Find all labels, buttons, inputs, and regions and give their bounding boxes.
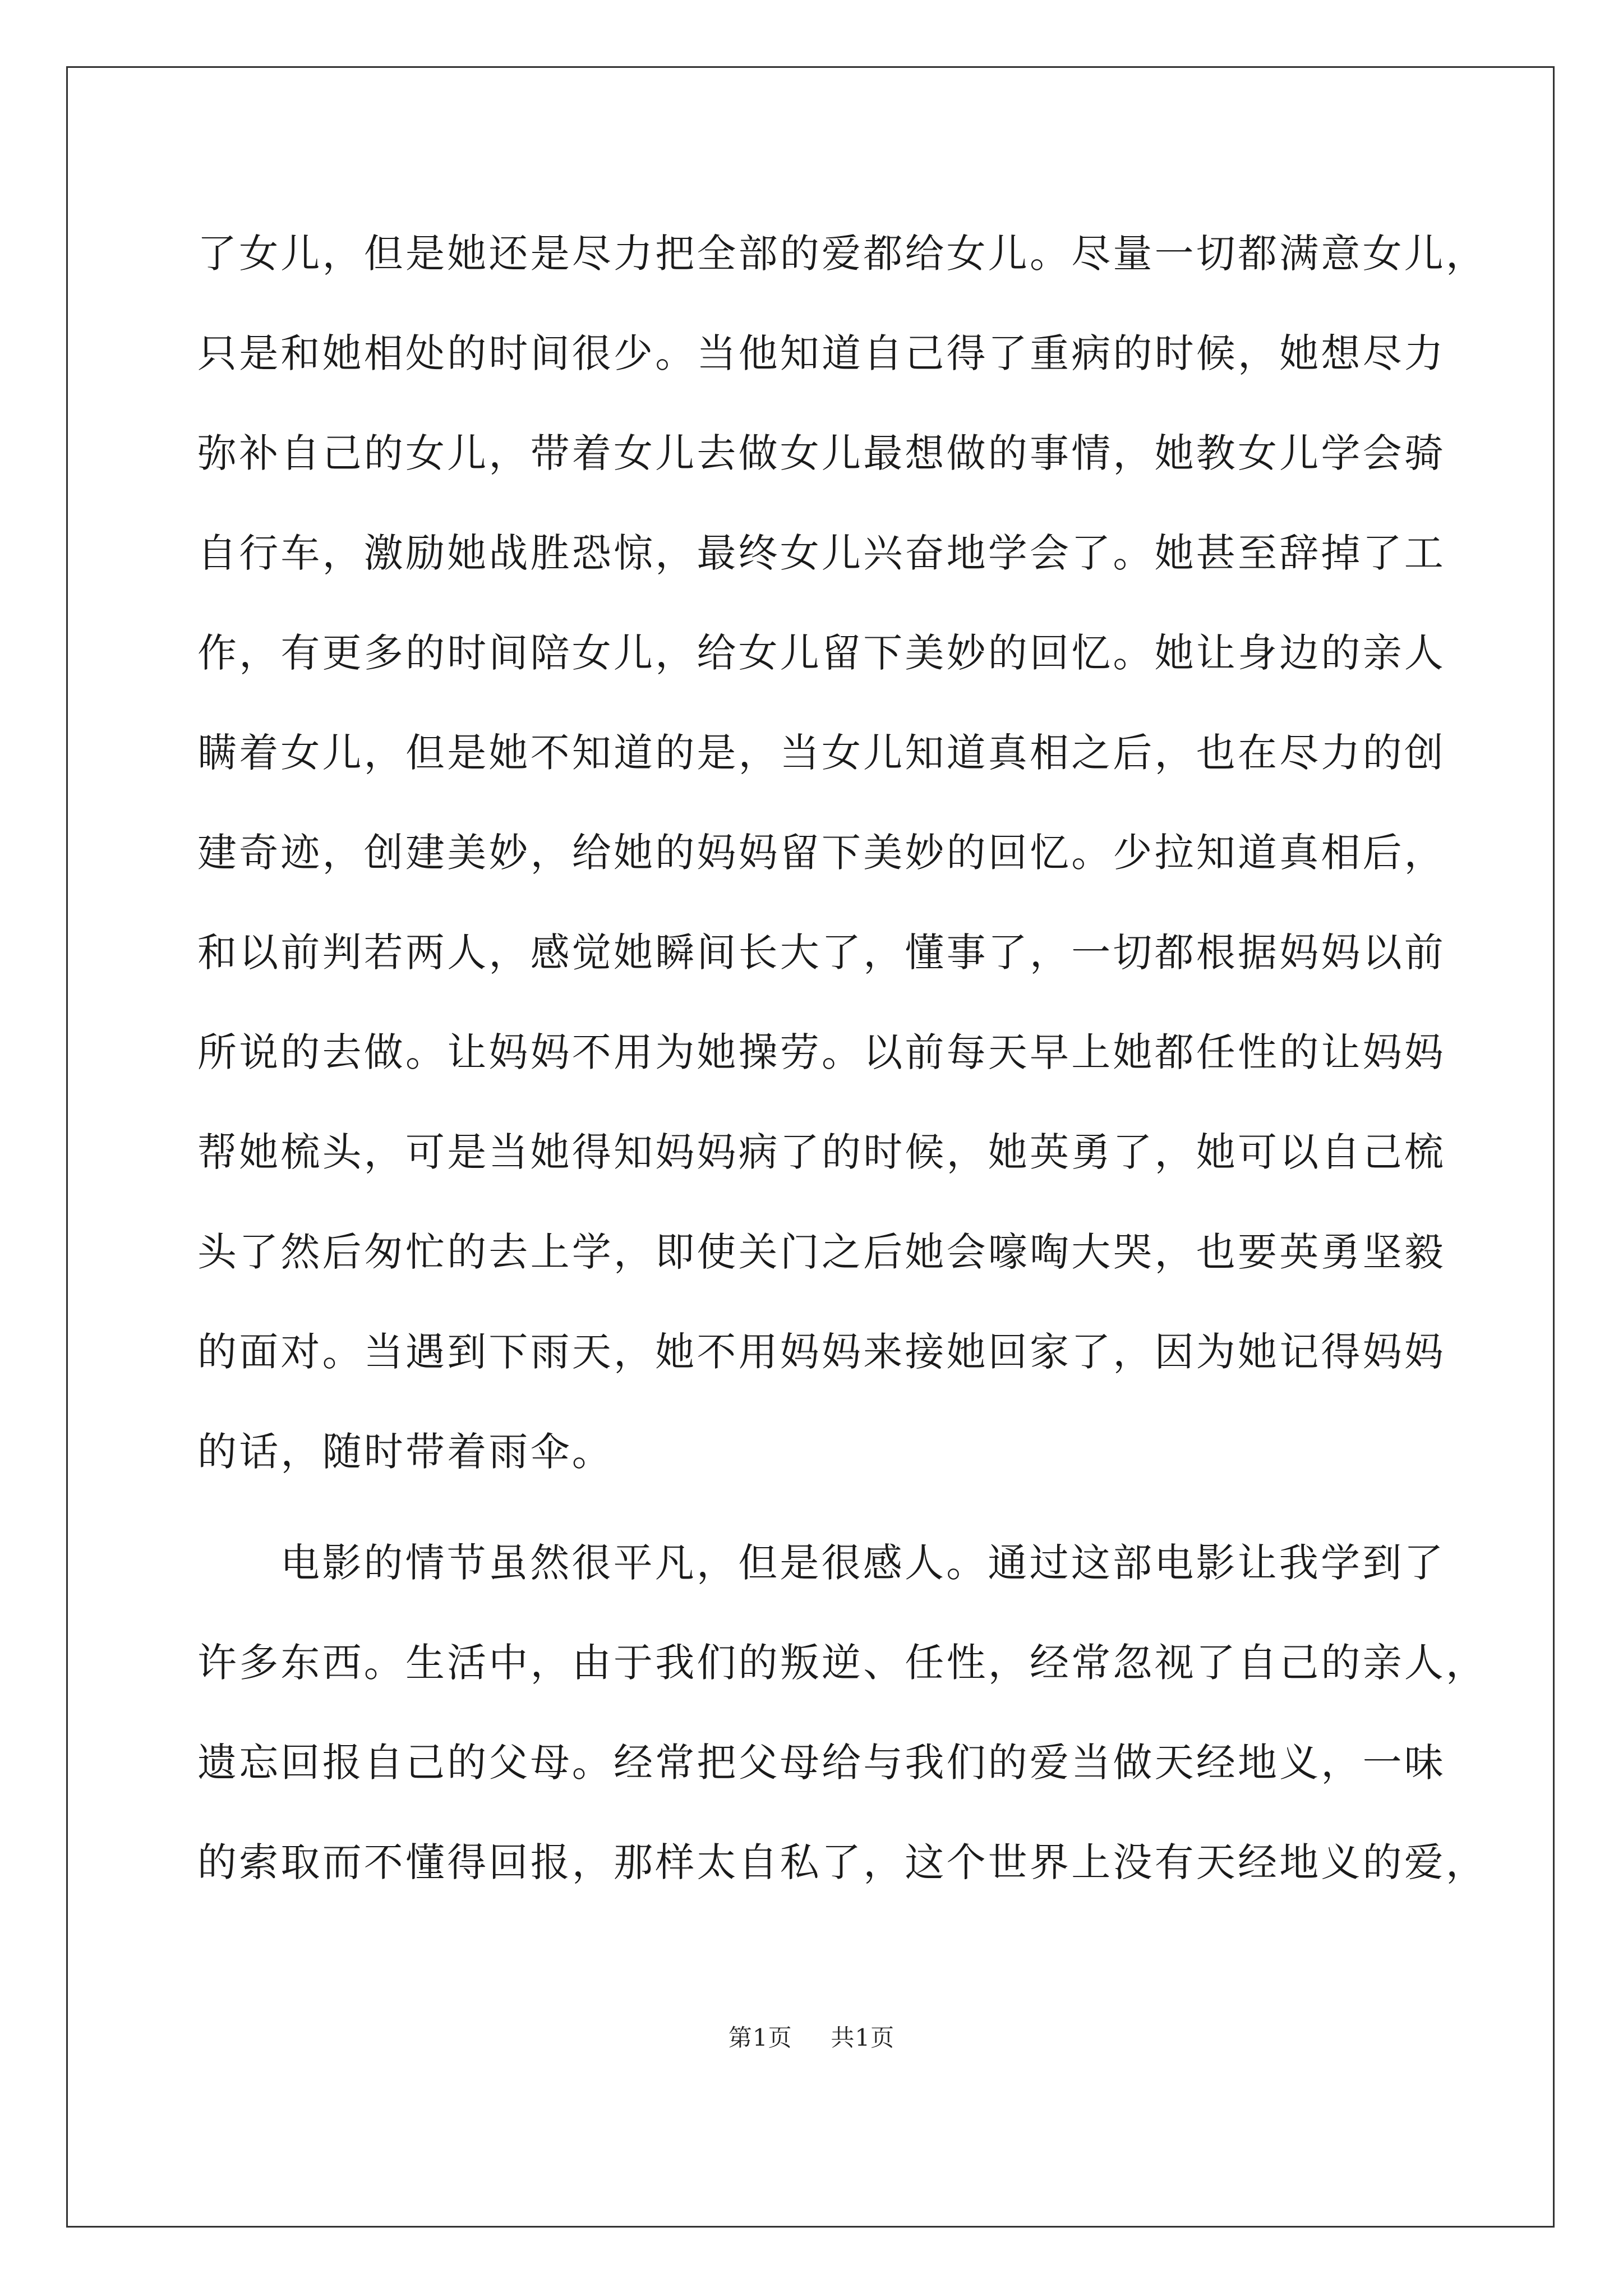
text-line: 作，有更多的时间陪女儿，给女儿留下美妙的回忆。她让身边的亲人 <box>197 630 1446 676</box>
text-line: 许多东西。生活中，由于我们的叛逆、任性，经常忽视了自己的亲人， <box>197 1640 1488 1686</box>
text-line: 头了然后匆忙的去上学，即使关门之后她会嚎啕大哭，也要英勇坚毅 <box>197 1229 1446 1275</box>
text-line: 遗忘回报自己的父母。经常把父母给与我们的爱当做天经地义，一味 <box>197 1740 1446 1786</box>
page-number-current: 第1页 <box>728 2024 792 2051</box>
text-line: 弥补自己的女儿，带着女儿去做女儿最想做的事情，她教女儿学会骑 <box>197 430 1446 476</box>
page-footer <box>0 2019 1623 2053</box>
paragraph-first-line: 电影的情节虽然很平凡，但是很感人。通过这部电影让我学到了 <box>280 1540 1446 1586</box>
text-line: 帮她梳头，可是当她得知妈妈病了的时候，她英勇了，她可以自己梳 <box>197 1129 1446 1175</box>
text-line: 所说的去做。让妈妈不用为她操劳。以前每天早上她都任性的让妈妈 <box>197 1029 1446 1075</box>
text-line: 只是和她相处的时间很少。当他知道自己得了重病的时候，她想尽力 <box>197 330 1446 376</box>
text-line: 了女儿，但是她还是尽力把全部的爱都给女儿。尽量一切都满意女儿， <box>197 231 1488 277</box>
text-line: 自行车，激励她战胜恐惊，最终女儿兴奋地学会了。她甚至辞掉了工 <box>197 530 1446 576</box>
text-line: 和以前判若两人，感觉她瞬间长大了，懂事了，一切都根据妈妈以前 <box>197 930 1446 976</box>
text-line: 瞒着女儿，但是她不知道的是，当女儿知道真相之后，也在尽力的创 <box>197 730 1446 776</box>
text-line: 的话，随时带着雨伞。 <box>197 1429 614 1475</box>
page-number-total: 共1页 <box>831 2024 895 2051</box>
text-line: 的面对。当遇到下雨天，她不用妈妈来接她回家了，因为她记得妈妈 <box>197 1329 1446 1375</box>
text-line: 建奇迹，创建美妙，给她的妈妈留下美妙的回忆。少拉知道真相后， <box>197 830 1446 876</box>
document-body <box>197 204 1488 1912</box>
text-line: 的索取而不懂得回报，那样太自私了，这个世界上没有天经地义的爱， <box>197 1839 1488 1885</box>
